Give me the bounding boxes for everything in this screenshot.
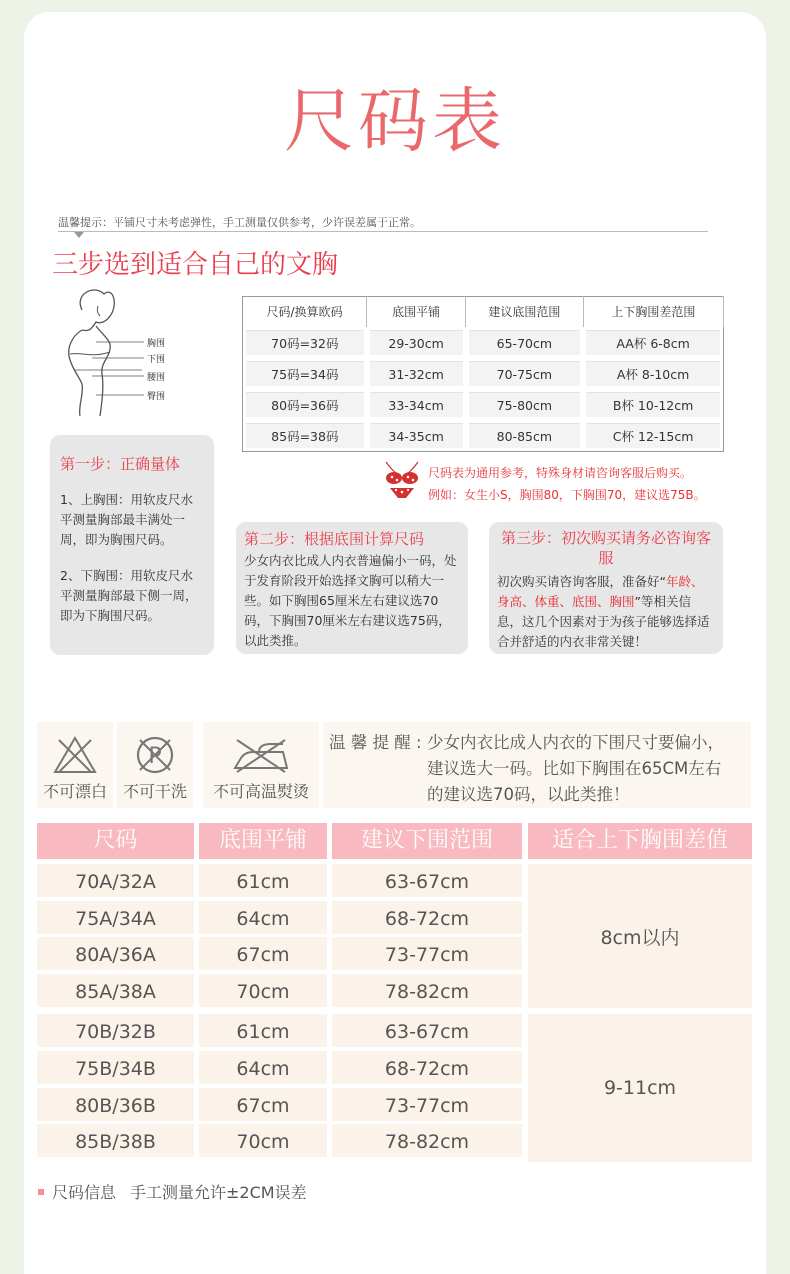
table-cell: 61cm	[199, 864, 327, 897]
table-header: 尺码/换算欧码	[243, 297, 367, 327]
table-header-row	[243, 297, 724, 327]
table-cell: 80A/36A	[37, 937, 194, 970]
size-conversion-table	[242, 296, 724, 452]
step1-title: 第一步：正确量体	[60, 455, 181, 473]
table-cell: 78-82cm	[332, 1124, 522, 1157]
table-cell: 64cm	[199, 1051, 327, 1084]
body-measure-figure	[52, 282, 172, 422]
step3-text-b: ”等相关信息，这几个因素对于为孩子能够选择适合并舒适的内衣非常关键！	[497, 594, 710, 649]
table-cell: B杯 10-12cm	[586, 392, 720, 417]
tip-line: 建议选大一码。比如下胸围在65CM左右	[427, 759, 722, 778]
square-bullet-icon	[38, 1189, 44, 1195]
table-cell: 70-75cm	[469, 361, 581, 386]
table-header: 适合上下胸围差值	[528, 823, 752, 859]
triangle-marker-icon	[74, 232, 84, 238]
table-cell: 61cm	[199, 1014, 327, 1047]
figure-label-underbust: 下围	[147, 355, 166, 365]
table-row	[243, 358, 724, 389]
footer-text: 手工测量允许±2CM误差	[130, 1183, 307, 1202]
figure-label-bust: 胸围	[147, 339, 166, 349]
table-cell: 85码=38码	[246, 423, 364, 448]
table-cell: 67cm	[199, 937, 327, 970]
step3-text-a: 初次购买请咨询客服，准备好“	[497, 574, 666, 589]
tip-line: 少女内衣比成人内衣的下围尺寸要偏小，	[427, 733, 724, 752]
table-note-example: 例如：女生小S，胸围80，下胸围70，建议选75B。	[428, 488, 706, 502]
group-b-range: 9-11cm	[528, 1014, 752, 1162]
step1-text-underbust: 2、下胸围：用软皮尺水平测量胸部最下侧一周，即为下胸围尺码。	[60, 568, 198, 623]
table-cell: 63-67cm	[332, 1014, 522, 1047]
table-note-line: 尺码表为通用参考，特殊身材请咨询客服后购买。	[428, 466, 693, 480]
table-cell: 75A/34A	[37, 901, 194, 934]
tip-line: 的建议选70码，以此类推！	[427, 785, 630, 804]
table-cell: 64cm	[199, 901, 327, 934]
tip-label: 温 馨 提 醒 :	[329, 733, 422, 752]
table-cell: AA杯 6-8cm	[586, 330, 720, 355]
page-title: 尺码表	[284, 80, 506, 162]
figure-label-hip: 臀围	[147, 392, 166, 402]
table-cell: 75-80cm	[469, 392, 581, 417]
table-cell: 73-77cm	[332, 937, 522, 970]
table-header: 尺码	[37, 823, 194, 859]
table-cell: 75B/34B	[37, 1051, 194, 1084]
care-label: 不可高温熨烫	[212, 782, 309, 801]
step3-title: 第三步：初次购买请务必咨询客服	[500, 529, 711, 567]
no-bleach-icon	[53, 736, 97, 774]
step2-text: 少女内衣比成人内衣普遍偏小一码，处于发育阶段开始选择文胸可以稍大一些。如下胸围65厘米左右建议选70码，下胸围70厘米左右建议选75码，以此类推。	[244, 553, 457, 648]
table-cell: 63-67cm	[332, 864, 522, 897]
step3-text	[497, 572, 715, 652]
table-cell: C杯 12-15cm	[586, 423, 720, 448]
table-cell: 70cm	[199, 1124, 327, 1157]
table-cell: 29-30cm	[370, 330, 463, 355]
care-label: 不可干洗	[122, 782, 187, 801]
step1-text-bust: 1、上胸围：用软皮尺水平测量胸部最丰满处一周，即为胸围尺码。	[60, 492, 193, 547]
table-header: 底围平铺	[367, 297, 466, 327]
step3-box	[489, 522, 723, 654]
table-cell: 65-70cm	[469, 330, 581, 355]
no-high-heat-iron-icon	[229, 738, 293, 774]
table-cell: 34-35cm	[370, 423, 463, 448]
table-cell: 68-72cm	[332, 1051, 522, 1084]
table-cell: 70码=32码	[246, 330, 364, 355]
table-cell: 70A/32A	[37, 864, 194, 897]
table-cell: 85A/38A	[37, 974, 194, 1007]
table-cell: 70B/32B	[37, 1014, 194, 1047]
figure-label-waist: 腰围	[147, 373, 166, 383]
table-header: 建议下围范围	[332, 823, 522, 859]
divider	[58, 231, 708, 232]
table-header: 建议底围范围	[466, 297, 584, 327]
care-no-bleach	[37, 722, 113, 808]
svg-text:P: P	[148, 744, 162, 769]
group-a-range: 8cm以内	[528, 864, 752, 1008]
table-cell: A杯 8-10cm	[586, 361, 720, 386]
table-row	[243, 327, 724, 358]
table-cell: 68-72cm	[332, 901, 522, 934]
step2-title: 第二步：根据底围计算尺码	[244, 530, 425, 548]
table-cell: 80码=36码	[246, 392, 364, 417]
table-row	[243, 420, 724, 452]
step3-text-highlight: 年龄、身高、体重、底围、胸围	[497, 574, 704, 609]
step2-box	[236, 522, 468, 654]
bikini-icon	[382, 458, 422, 500]
step1-box	[50, 435, 214, 655]
table-cell: 31-32cm	[370, 361, 463, 386]
table-cell: 85B/38B	[37, 1124, 194, 1157]
table-cell: 73-77cm	[332, 1088, 522, 1121]
care-no-dry-clean	[117, 722, 193, 808]
table-cell: 75码=34码	[246, 361, 364, 386]
steps-heading: 三步选到适合自己的文胸	[52, 250, 339, 280]
table-cell: 70cm	[199, 974, 327, 1007]
warm-tip	[323, 722, 751, 808]
table-cell: 78-82cm	[332, 974, 522, 1007]
table-cell: 33-34cm	[370, 392, 463, 417]
care-label: 不可漂白	[42, 782, 107, 801]
table-cell: 67cm	[199, 1088, 327, 1121]
footer-label: 尺码信息	[52, 1183, 117, 1202]
table-cell: 80-85cm	[469, 423, 581, 448]
care-no-high-heat-iron	[203, 722, 319, 808]
table-header: 上下胸围差范围	[583, 297, 723, 327]
table-row	[243, 389, 724, 420]
no-dry-clean-icon	[134, 734, 176, 776]
footer	[38, 1180, 307, 1203]
notice-text: 温馨提示：平铺尺寸未考虑弹性，手工测量仅供参考，少许误差属于正常。	[58, 216, 421, 229]
table-header: 底围平铺	[199, 823, 327, 859]
table-cell: 80B/36B	[37, 1088, 194, 1121]
table-note	[428, 462, 706, 506]
